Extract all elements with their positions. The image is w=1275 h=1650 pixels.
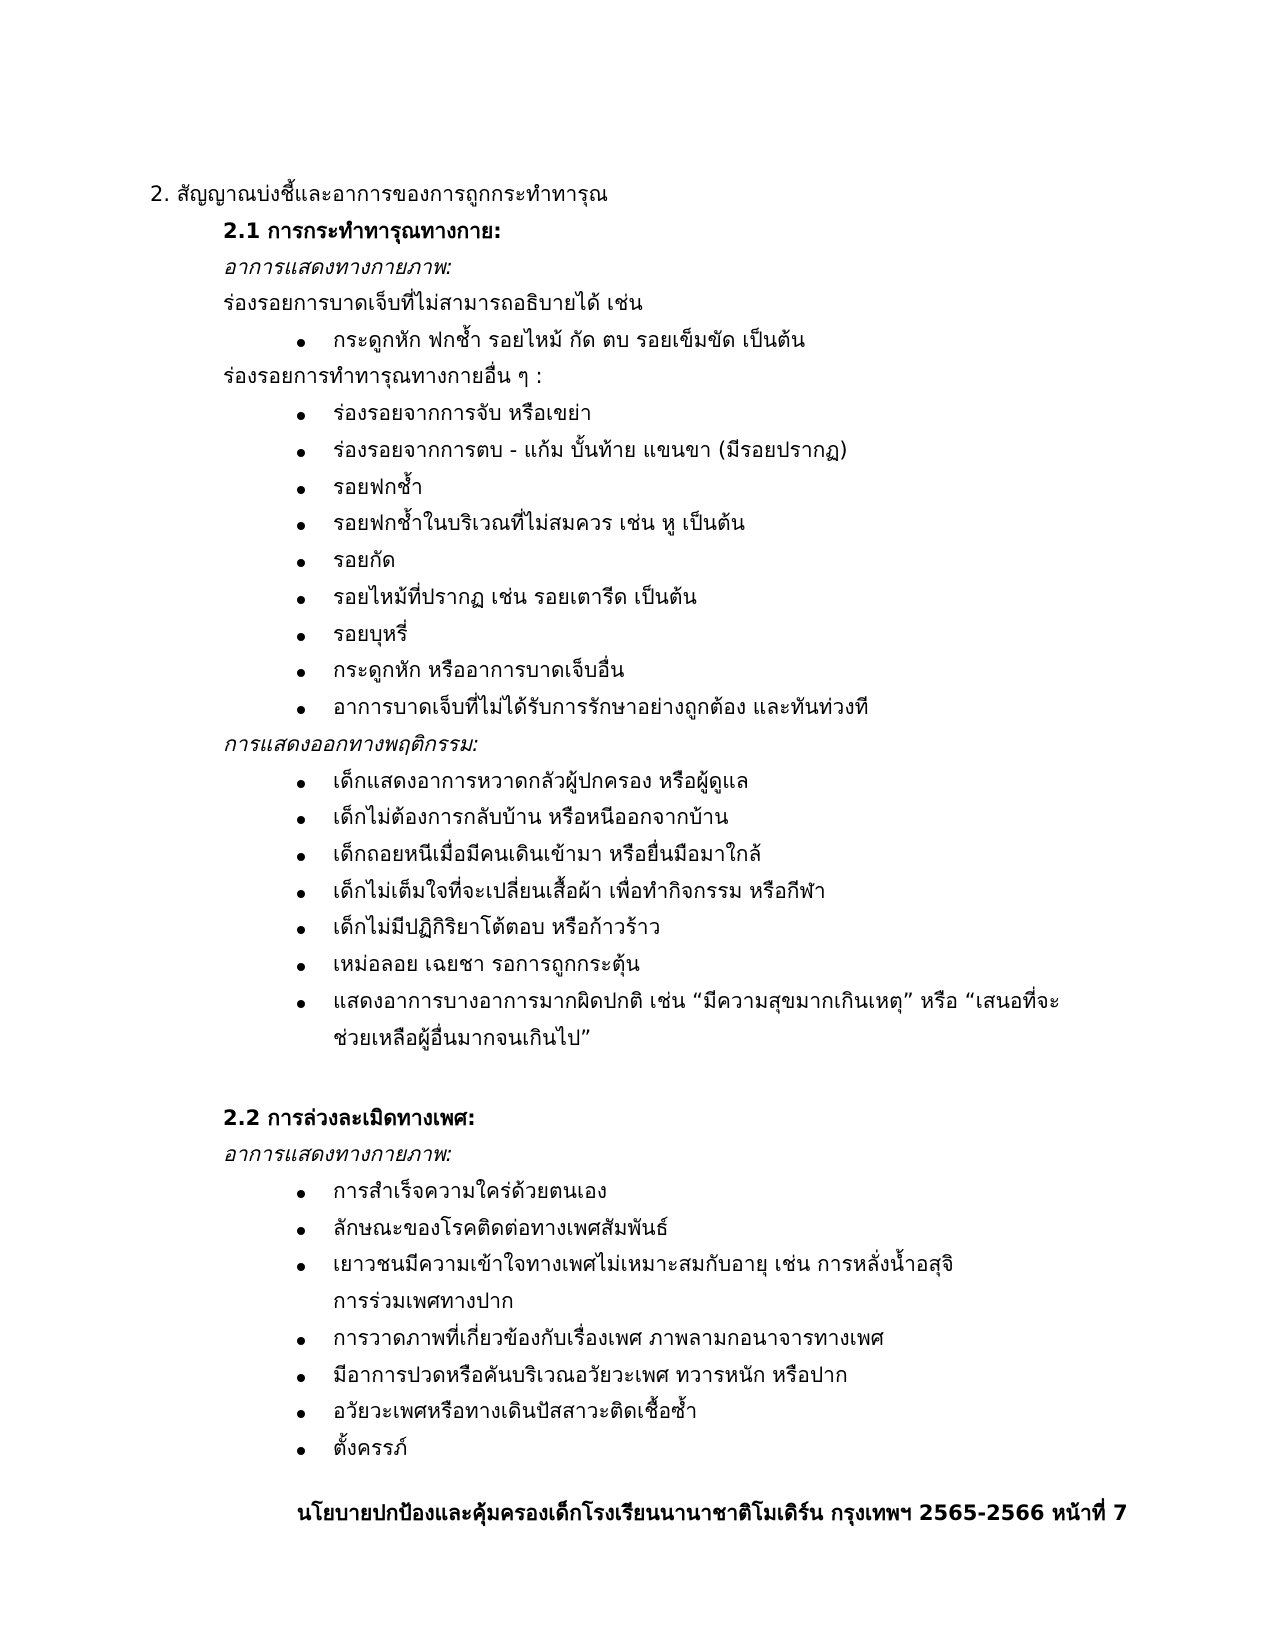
list-item: กระดูกหัก หรืออาการบาดเจ็บอื่น [333,658,625,682]
bullet-icon [297,1410,305,1418]
other-marks-label: ร่องรอยการทำทารุณทางกายอื่น ๆ : [223,364,543,388]
bullet-icon [297,1227,305,1235]
bullet-icon [297,412,305,420]
bullet-icon [297,1337,305,1345]
section-heading: 2. สัญญาณบ่งชี้และอาการของการถูกกระทำทารุณ [150,182,609,206]
bullet-icon [297,816,305,824]
list-item: เด็กไม่ต้องการกลับบ้าน หรือหนีออกจากบ้าน [333,805,729,829]
list-item-continuation: ช่วยเหลือผู้อื่นมากจนเกินไป” [333,1026,592,1050]
bullet-icon [297,1447,305,1455]
list-item: การสำเร็จความใคร่ด้วยตนเอง [333,1179,607,1203]
bullet-icon [297,780,305,788]
behavior-label: การแสดงออกทางพฤติกรรม: [223,732,480,756]
list-item: เด็กถอยหนีเมื่อมีคนเดินเข้ามา หรือยื่นมือมาใกล้ [333,842,762,866]
bullet-icon [297,596,305,604]
bullet-icon [297,1190,305,1198]
bullet-icon [297,926,305,934]
bullet-icon [297,522,305,530]
list-item-continuation: การร่วมเพศทางปาก [333,1289,514,1313]
list-item: อวัยวะเพศหรือทางเดินปัสสาวะติดเชื้อซ้ำ [333,1399,698,1423]
bullet-icon [297,633,305,641]
bullet-icon [297,890,305,898]
bullet-icon [297,963,305,971]
list-item: รอยฟกช้ำในบริเวณที่ไม่สมควร เช่น หู เป็นต้น [333,511,746,535]
list-item: การวาดภาพที่เกี่ยวข้องกับเรื่องเพศ ภาพลามกอนาจารทางเพศ [333,1326,885,1350]
bullet-icon [297,339,305,347]
list-item: เด็กไม่มีปฏิกิริยาโต้ตอบ หรือก้าวร้าว [333,915,661,939]
list-item: กระดูกหัก ฟกช้ำ รอยไหม้ กัด ตบ รอยเข็มขัด เป็นต้น [333,328,806,352]
bullet-icon [297,559,305,567]
list-item: ตั้งครรภ์ [333,1436,408,1460]
list-item: เด็กไม่เต็มใจที่จะเปลี่ยนเสื้อผ้า เพื่อทำกิจกรรม หรือกีฬา [333,879,826,903]
physical-abuse-heading: 2.1 การกระทำทารุณทางกาย: [223,219,502,243]
list-item: รอยบุหรี่ [333,622,408,646]
bullet-icon [297,1000,305,1008]
list-item: รอยฟกช้ำ [333,475,423,499]
sexual-abuse-heading: 2.2 การล่วงละเมิดทางเพศ: [223,1106,476,1130]
list-item: เยาวชนมีความเข้าใจทางเพศไม่เหมาะสมกับอายุ เช่น การหลั่งน้ำอสุจิ [333,1252,954,1276]
list-item: ร่องรอยจากการจับ หรือเขย่า [333,401,592,425]
list-item: แสดงอาการบางอาการมากผิดปกติ เช่น “มีความสุขมากเกินเหตุ” หรือ “เสนอที่จะ [333,989,1060,1013]
page-footer: นโยบายปกป้องและคุ้มครองเด็กโรงเรียนนานาชาติโมเดิร์น กรุงเทพฯ 2565-2566 หน้าที่ 7 [297,1501,1128,1525]
unexplained-injuries-label: ร่องรอยการบาดเจ็บที่ไม่สามารถอธิบายได้ เช่น [223,291,643,315]
list-item: ลักษณะของโรคติดต่อทางเพศสัมพันธ์ [333,1216,669,1240]
list-item: เหม่อลอย เฉยชา รอการถูกกระตุ้น [333,952,640,976]
sexual-physical-signs-label: อาการแสดงทางกายภาพ: [223,1142,453,1166]
list-item: รอยกัด [333,548,396,572]
bullet-icon [297,669,305,677]
bullet-icon [297,853,305,861]
bullet-icon [297,486,305,494]
bullet-icon [297,706,305,714]
bullet-icon [297,1263,305,1271]
list-item: เด็กแสดงอาการหวาดกลัวผู้ปกครอง หรือผู้ดูแล [333,769,749,793]
list-item: อาการบาดเจ็บที่ไม่ได้รับการรักษาอย่างถูกต้อง และทันท่วงที [333,695,869,719]
list-item: ร่องรอยจากการตบ - แก้ม บั้นท้าย แขนขา (มีรอยปรากฏ) [333,438,848,462]
list-item: มีอาการปวดหรือคันบริเวณอวัยวะเพศ ทวารหนัก หรือปาก [333,1363,848,1387]
bullet-icon [297,1374,305,1382]
physical-signs-label: อาการแสดงทางกายภาพ: [223,255,453,279]
bullet-icon [297,449,305,457]
list-item: รอยไหม้ที่ปรากฏ เช่น รอยเตารีด เป็นต้น [333,585,697,609]
